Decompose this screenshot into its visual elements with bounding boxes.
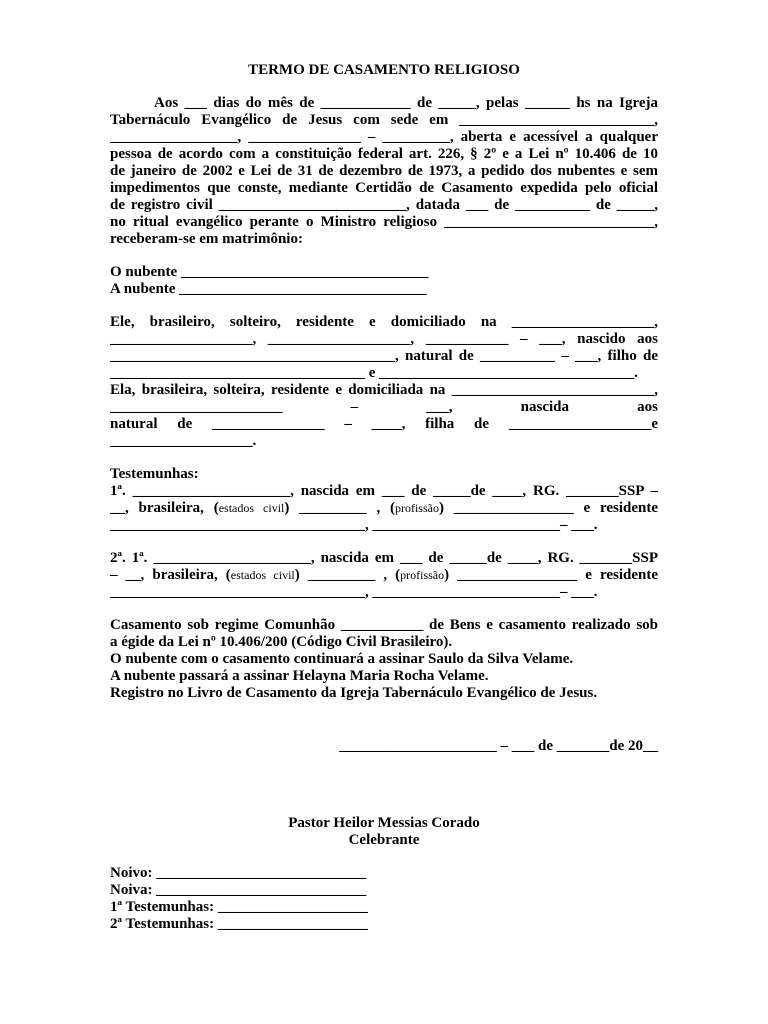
signature-noiva: Noiva: ____________________________ xyxy=(110,882,367,898)
ele-line-1: Ele, brasileiro, solteiro, residente e domiciliado na ___________________, xyxy=(110,314,658,330)
intro-line-7: de registro civil _________________________, datada ___ de __________ de _____, xyxy=(110,197,658,213)
testemunha-1-line-2: __, brasileira, (estados civil) _________ , (profissão) ________________ e residente xyxy=(110,500,658,516)
celebrant-name: Pastor Heilor Messias Corado xyxy=(288,815,480,831)
regime-line-1: Casamento sob regime Comunhão ___________ de Bens e casamento realizado sob xyxy=(110,617,658,633)
testemunhas-section xyxy=(110,466,658,534)
profissao-hint: profissão xyxy=(394,501,439,515)
intro-line-9: receberam-se em matrimônio: xyxy=(110,231,303,247)
ela-paragraph xyxy=(110,382,658,450)
intro-line-2: Tabernáculo Evangélico de Jesus com sede em __________________________, xyxy=(110,112,658,128)
signature-noivo: Noivo: ____________________________ xyxy=(110,865,367,881)
ela-line-2: _______________________ – ___, nascida aos xyxy=(110,399,658,415)
nubente-o: O nubente _________________________________ xyxy=(110,264,429,280)
regime-line-5: Registro no Livro de Casamento da Igreja Tabernáculo Evangélico de Jesus. xyxy=(110,685,598,701)
signature-testemunha-2: 2ª Testemunhas: ____________________ xyxy=(110,916,368,932)
intro-line-3: _________________, _______________ – _________, aberta e acessível a qualquer xyxy=(110,129,658,145)
intro-line-6: impedimentos que conste, mediante Certidão de Casamento expedida pelo oficial xyxy=(110,180,658,196)
estado-civil-hint: estados civil xyxy=(230,568,295,582)
document-title: TERMO DE CASAMENTO RELIGIOSO xyxy=(248,62,520,78)
intro-paragraph xyxy=(110,95,658,248)
regime-line-3: O nubente com o casamento continuará a assinar Saulo da Silva Velame. xyxy=(110,651,574,667)
profissao-hint: profissão xyxy=(400,568,445,582)
date-line: _____________________ – ___ de _______de 20__ xyxy=(339,738,658,754)
testemunhas-heading: Testemunhas: xyxy=(110,466,199,482)
testemunha-2-section xyxy=(110,550,658,601)
ela-line-3: natural de _______________ – ____, filha de ___________________e xyxy=(110,416,658,432)
signature-testemunha-1: 1ª Testemunhas: ____________________ xyxy=(110,899,368,915)
celebrant-block xyxy=(110,815,658,849)
ele-line-4: __________________________________ e __________________________________. xyxy=(110,365,638,381)
testemunha-2-line-3: __________________________________, _________________________– ___. xyxy=(110,584,598,600)
ela-line-1: Ela, brasileira, solteira, residente e domiciliada na ___________________________, xyxy=(110,382,658,398)
testemunha-2-line-1: 2ª. 1ª. _____________________, nascida em ___ de _____de ____, RG. _______SSP xyxy=(110,550,658,566)
testemunha-1-line-1: 1ª. _____________________, nascida em ___ de _____de ____, RG. _______SSP – xyxy=(110,483,658,499)
testemunha-1-line-3: __________________________________, _________________________– ___. xyxy=(110,517,598,533)
celebrant-role: Celebrante xyxy=(348,832,420,848)
intro-line-8: no ritual evangélico perante o Ministro religioso ____________________________, xyxy=(110,214,658,230)
regime-line-4: A nubente passará a assinar Helayna Maria Rocha Velame. xyxy=(110,668,489,684)
regime-line-2: a égide da Lei nº 10.406/200 (Código Civil Brasileiro). xyxy=(110,634,453,650)
regime-paragraph xyxy=(110,617,658,702)
intro-line-4: pessoa de acordo com a constituição federal art. 226, § 2º e a Lei nº 10.406 de 10 xyxy=(110,146,658,162)
testemunha-2-line-2: – __, brasileira, (estados civil) _________ , (profissão) ________________ e residente xyxy=(110,567,658,583)
ele-paragraph xyxy=(110,314,658,382)
signatures-block xyxy=(110,865,658,933)
ela-line-4: ___________________. xyxy=(110,433,257,449)
estado-civil-hint: estados civil xyxy=(218,501,285,515)
ele-line-3: ______________________________________, natural de __________ – ___, filho de xyxy=(110,348,658,364)
nubente-a: A nubente _________________________________ xyxy=(110,281,427,297)
ele-line-2: ___________________, ___________________, ___________ – ___, nascido aos xyxy=(110,331,658,347)
intro-line-1: Aos ___ dias do mês de ____________ de _____, pelas ______ hs na Igreja xyxy=(154,95,658,111)
nubentes-section xyxy=(110,264,658,298)
intro-line-5: de janeiro de 2002 e Lei de 31 de dezembro de 1973, a pedido dos nubentes e sem xyxy=(110,163,658,179)
document-page xyxy=(110,62,658,933)
